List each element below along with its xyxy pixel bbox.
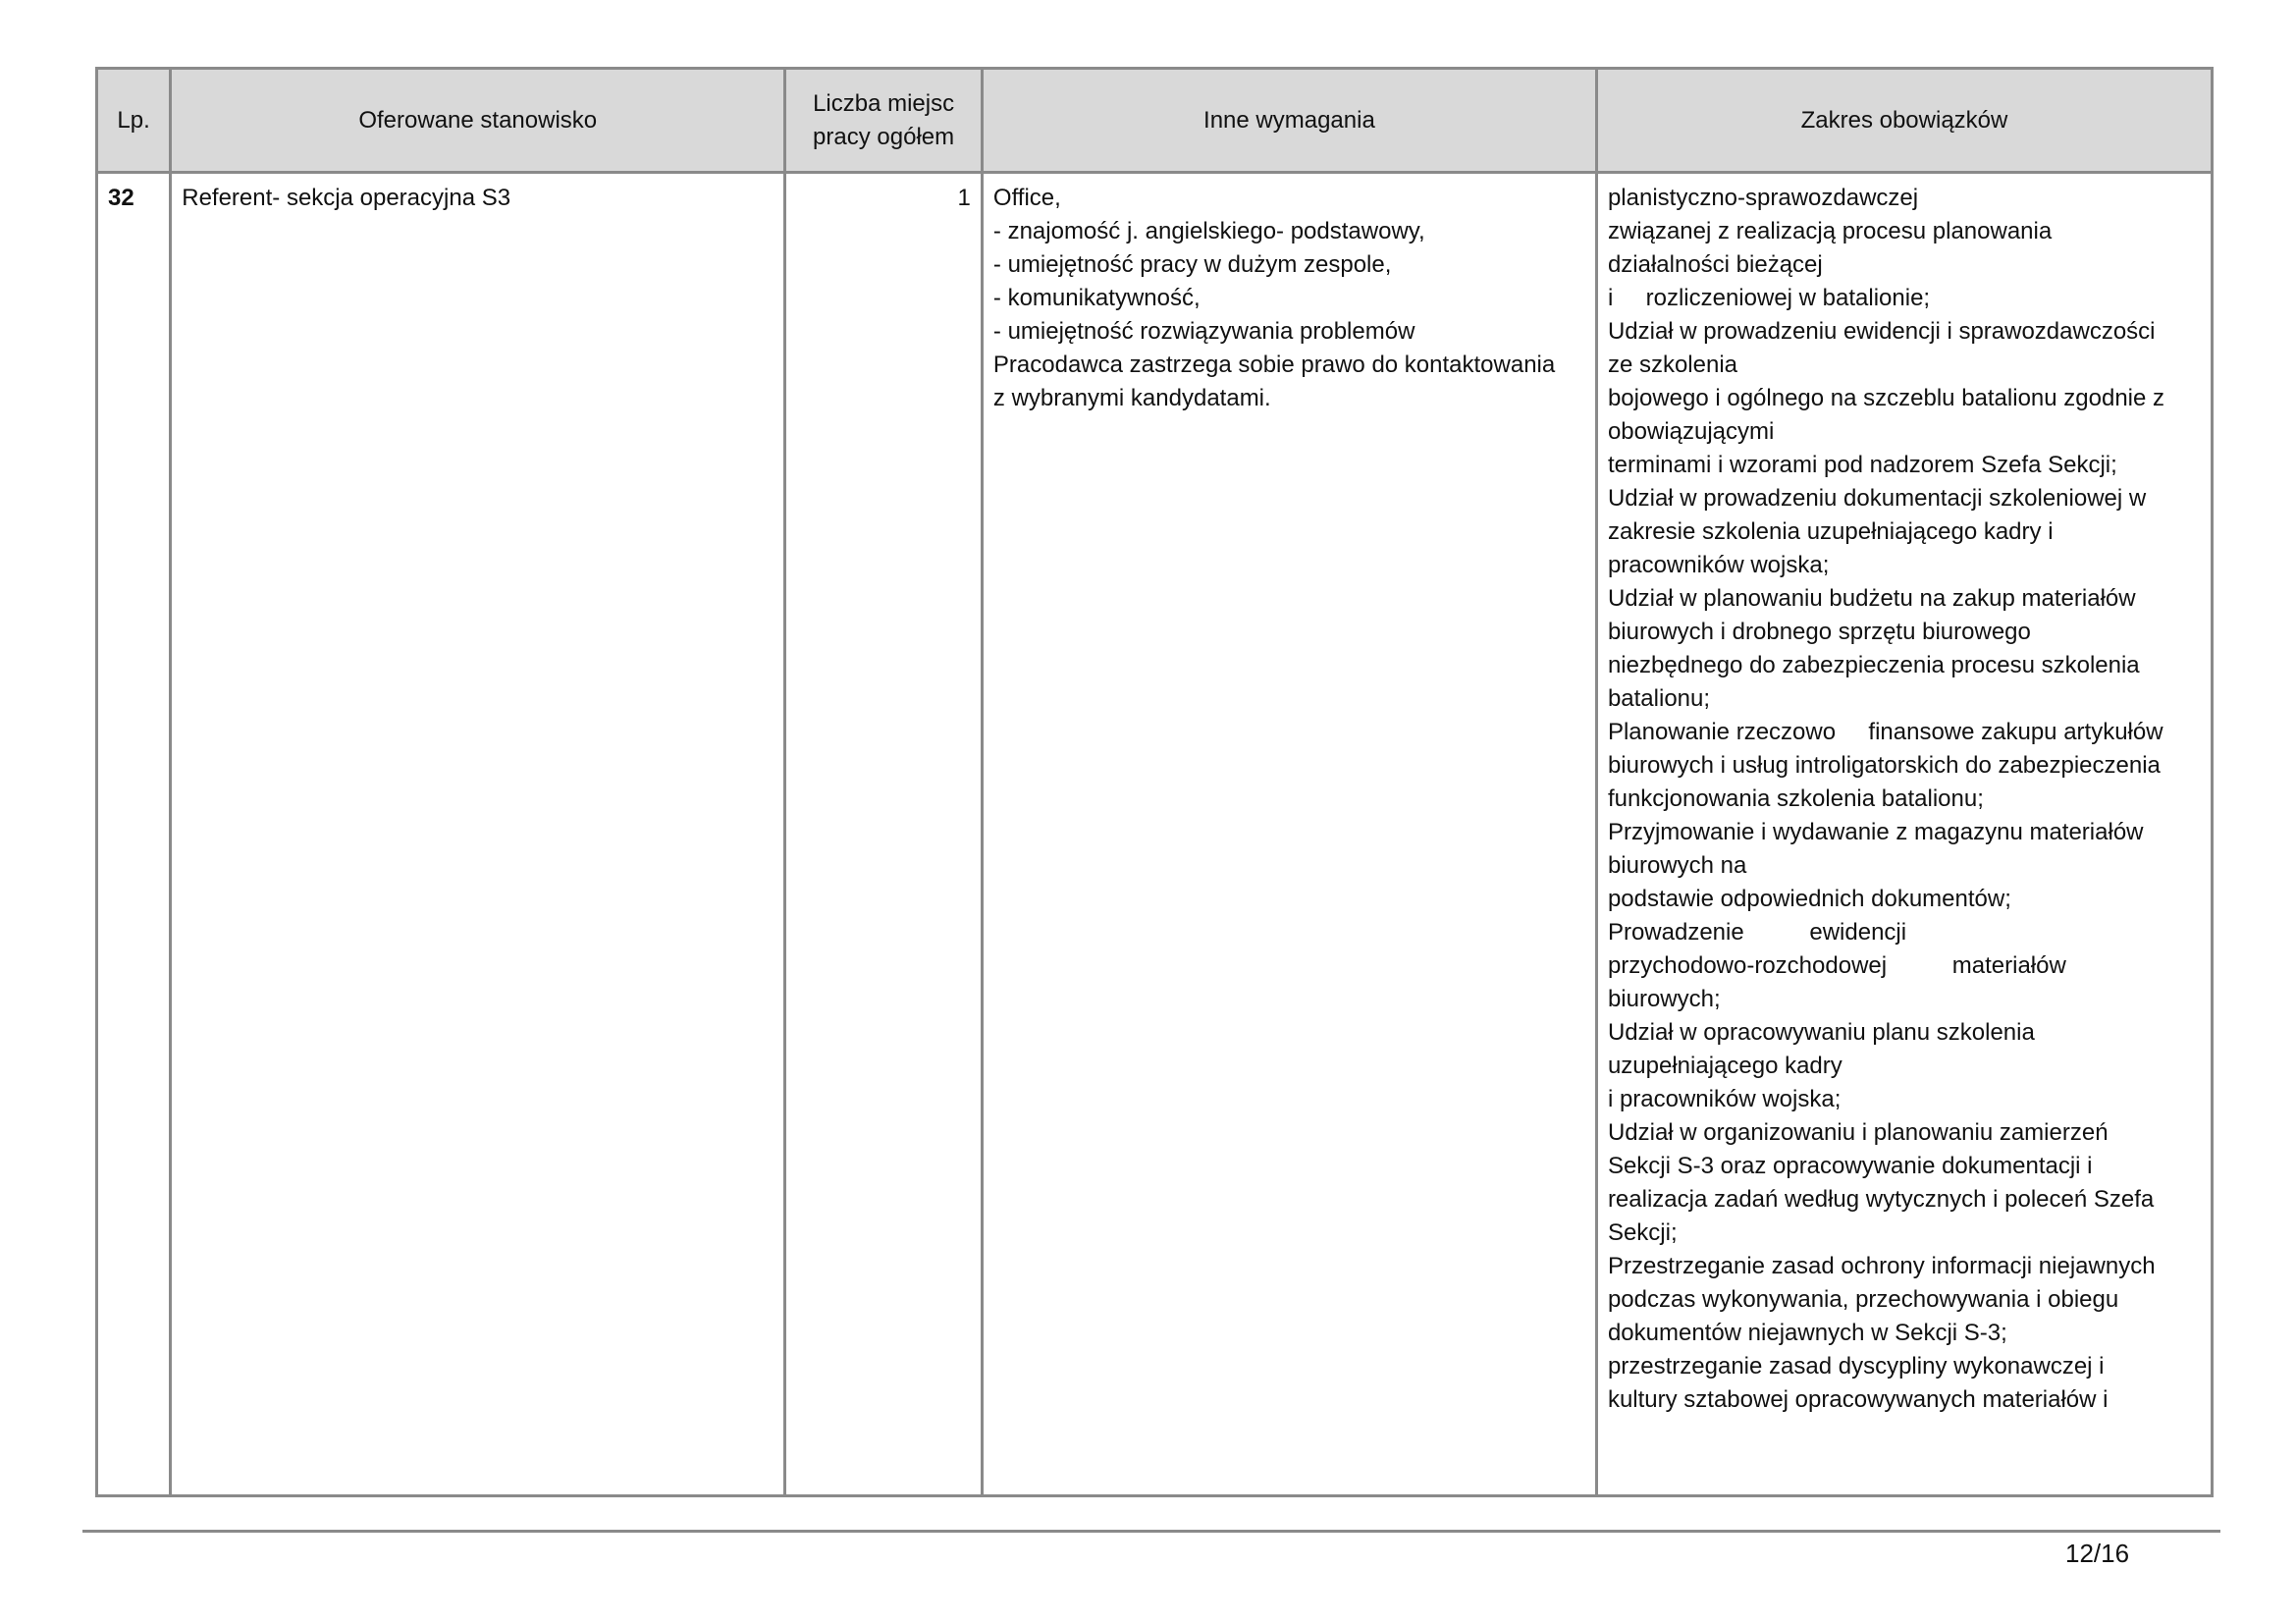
duty-line: Udział w opracowywaniu planu szkolenia bbox=[1607, 1019, 2035, 1046]
header-requirements: Inne wymagania bbox=[982, 69, 1596, 173]
duty-line: Udział w prowadzeniu dokumentacji szkoleniowej w bbox=[1607, 485, 2147, 512]
duties-list bbox=[1608, 182, 2201, 1417]
requirement-line: - komunikatywność, bbox=[992, 285, 1201, 311]
duty-line: zakresie szkolenia uzupełniającego kadry i bbox=[1607, 518, 2054, 545]
duty-line: Przyjmowanie i wydawanie z magazynu materiałów bbox=[1607, 819, 2144, 845]
duty-line: pracowników wojska; bbox=[1607, 552, 1830, 578]
table-header-row bbox=[97, 69, 2213, 173]
duty-line: biurowych na bbox=[1607, 852, 1747, 879]
job-offer-table bbox=[95, 67, 2214, 1497]
requirement-line: z wybranymi kandydatami. bbox=[992, 385, 1271, 411]
page-number: 12/16 bbox=[2065, 1539, 2130, 1568]
header-lp: Lp. bbox=[97, 69, 171, 173]
duty-line: obowiązującymi bbox=[1607, 418, 1775, 445]
duty-line: Sekcji S-3 oraz opracowywanie dokumentacji i bbox=[1607, 1153, 2093, 1179]
duty-line: biurowych; bbox=[1607, 986, 1721, 1012]
requirement-line: - umiejętność pracy w dużym zespole, bbox=[992, 251, 1392, 278]
duty-line: działalności bieżącej bbox=[1607, 251, 1823, 278]
duty-line: związanej z realizacją procesu planowania bbox=[1607, 218, 2053, 244]
duty-line: Prowadzenie ewidencji bbox=[1607, 919, 1907, 946]
duty-line: Udział w organizowaniu i planowaniu zamierzeń bbox=[1607, 1119, 2109, 1146]
duty-line: Udział w planowaniu budżetu na zakup materiałów bbox=[1607, 585, 2136, 612]
duty-line: dokumentów niejawnych w Sekcji S-3; bbox=[1607, 1320, 2007, 1346]
cell-duties bbox=[1596, 173, 2212, 1496]
header-count-line2: pracy ogółem bbox=[813, 123, 955, 150]
duty-line: i rozliczeniowej w batalionie; bbox=[1607, 285, 1931, 311]
duty-line: podczas wykonywania, przechowywania i obiegu bbox=[1607, 1286, 2119, 1313]
cell-position: Referent- sekcja operacyjna S3 bbox=[171, 173, 785, 1496]
duty-line: niezbędnego do zabezpieczenia procesu szkolenia bbox=[1607, 652, 2140, 678]
duty-line: Przestrzeganie zasad ochrony informacji niejawnych bbox=[1607, 1253, 2156, 1279]
cell-requirements bbox=[982, 173, 1596, 1496]
requirement-line: - znajomość j. angielskiego- podstawowy, bbox=[992, 218, 1425, 244]
duty-line: biurowych i drobnego sprzętu biurowego bbox=[1607, 619, 2031, 645]
duty-line: Sekcji; bbox=[1607, 1219, 1678, 1246]
duty-line: ze szkolenia bbox=[1607, 352, 1738, 378]
duty-line: przychodowo-rozchodowej materiałów bbox=[1607, 952, 2066, 979]
table-row bbox=[97, 173, 2213, 1496]
header-count bbox=[785, 69, 983, 173]
header-count-line1: Liczba miejsc bbox=[813, 89, 955, 117]
duty-line: przestrzeganie zasad dyscypliny wykonawczej i bbox=[1607, 1353, 2105, 1380]
duty-line: funkcjonowania szkolenia batalionu; bbox=[1607, 785, 1984, 812]
header-duties: Zakres obowiązków bbox=[1596, 69, 2212, 173]
requirement-line: - umiejętność rozwiązywania problemów bbox=[992, 318, 1415, 345]
duty-line: realizacja zadań według wytycznych i poleceń Szefa bbox=[1607, 1186, 2155, 1213]
duty-line: planistyczno-sprawozdawczej bbox=[1607, 185, 1919, 211]
duty-line: bojowego i ogólnego na szczeblu batalionu zgodnie z bbox=[1607, 385, 2165, 411]
cell-lp: 32 bbox=[97, 173, 171, 1496]
duty-line: batalionu; bbox=[1607, 685, 1711, 712]
requirement-line: Office, bbox=[992, 185, 1061, 211]
footer-divider bbox=[82, 1530, 2220, 1533]
duty-line: Udział w prowadzeniu ewidencji i sprawozdawczości bbox=[1607, 318, 2156, 345]
duty-line: biurowych i usług introligatorskich do zabezpieczenia bbox=[1607, 752, 2161, 779]
header-position: Oferowane stanowisko bbox=[171, 69, 785, 173]
table-edge-tick-left bbox=[95, 1483, 98, 1494]
requirement-line: Pracodawca zastrzega sobie prawo do kontaktowania bbox=[992, 352, 1556, 378]
duty-line: uzupełniającego kadry bbox=[1607, 1053, 1842, 1079]
cell-count: 1 bbox=[785, 173, 983, 1496]
duty-line: i pracowników wojska; bbox=[1607, 1086, 1842, 1112]
table-edge-tick-right bbox=[2211, 1483, 2214, 1494]
duty-line: terminami i wzorami pod nadzorem Szefa Sekcji; bbox=[1607, 452, 2117, 478]
duty-line: kultury sztabowej opracowywanych materiałów i bbox=[1607, 1386, 2109, 1413]
duty-line: podstawie odpowiednich dokumentów; bbox=[1607, 886, 2011, 912]
requirements-list bbox=[993, 182, 1585, 415]
duty-line: Planowanie rzeczowo finansowe zakupu artykułów bbox=[1607, 719, 2163, 745]
